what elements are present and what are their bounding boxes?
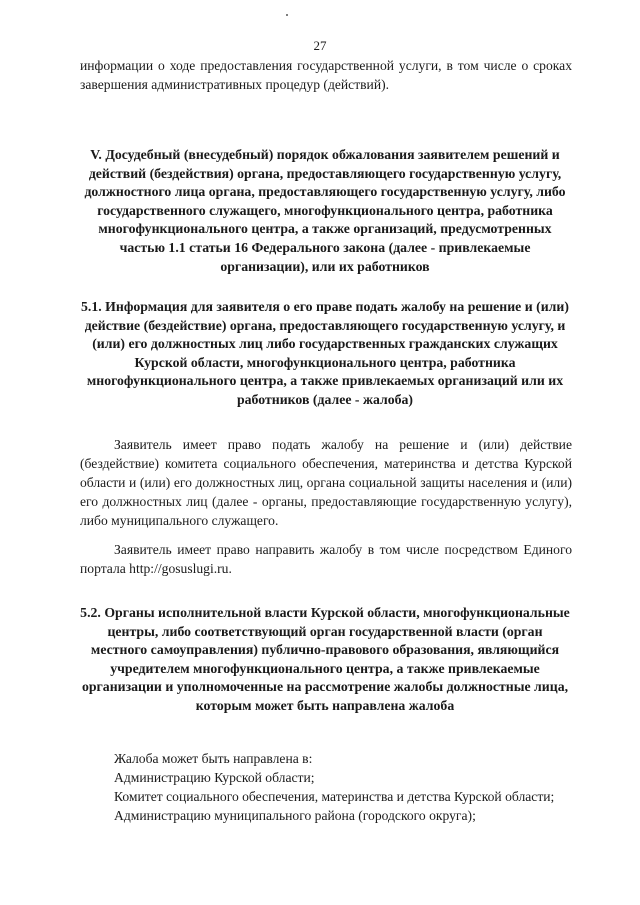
section-5-2-heading: 5.2. Органы исполнительной власти Курской области, многофункциональные центры, либо соответствующий орган государственной власти (орган местного самоуправления) публично-правового образования, являющийся учредителем многофункционального центра, а также привлекаемые организации и уполномоченные на рассмотрение жалобы должностные лица, которым может быть направлена жалоба <box>80 605 570 713</box>
list-intro: Жалоба может быть направлена в: <box>114 751 313 766</box>
list-item: Комитет социального обеспечения, материнства и детства Курской области; <box>114 789 555 804</box>
portal-paragraph: Заявитель имеет право направить жалобу в том числе посредством Единого портала http://gosuslugi.ru. <box>80 542 572 576</box>
complaint-right-paragraph: Заявитель имеет право подать жалобу на решение и (или) действие (бездействие) комитета социального обеспечения, материнства и детства Курской области и (или) его должностных лиц, органа социальной защиты населения и (или) его должностных лиц (далее - органы, предоставляющие государственную услугу), либо муниципального служащего. <box>80 437 572 528</box>
section-5-1-heading: 5.1. Информация для заявителя о его праве подать жалобу на решение и (или) действие (бездействие) органа, предоставляющего государственную услугу, и (или) его должностных лиц либо государственных гражданских служащих Курской области, многофункционального центра, работника многофункционального центра, а также привлекаемых организаций или их работников (далее - жалоба) <box>81 299 569 407</box>
section-5-heading: V. Досудебный (внесудебный) порядок обжалования заявителем решений и действий (бездействия) органа, предоставляющего государственную услугу, должностного лица органа, предоставляющего государственную услугу, либо государственного служащего, многофункционального центра, работника многофункционального центра, а также организаций, предусмотренных частью 1.1 статьи 16 Федерального закона (далее - привлекаемые организации), или их работников <box>84 147 566 274</box>
list-item: Администрацию Курской области; <box>114 770 315 785</box>
list-item: Администрацию муниципального района (городского округа); <box>114 808 476 823</box>
scan-speck <box>286 14 288 16</box>
intro-paragraph: информации о ходе предоставления государственной услуги, в том числе о сроках завершения административных процедур (действий). <box>80 58 572 92</box>
recipient-list <box>80 768 572 825</box>
page-number: 27 <box>313 38 327 53</box>
